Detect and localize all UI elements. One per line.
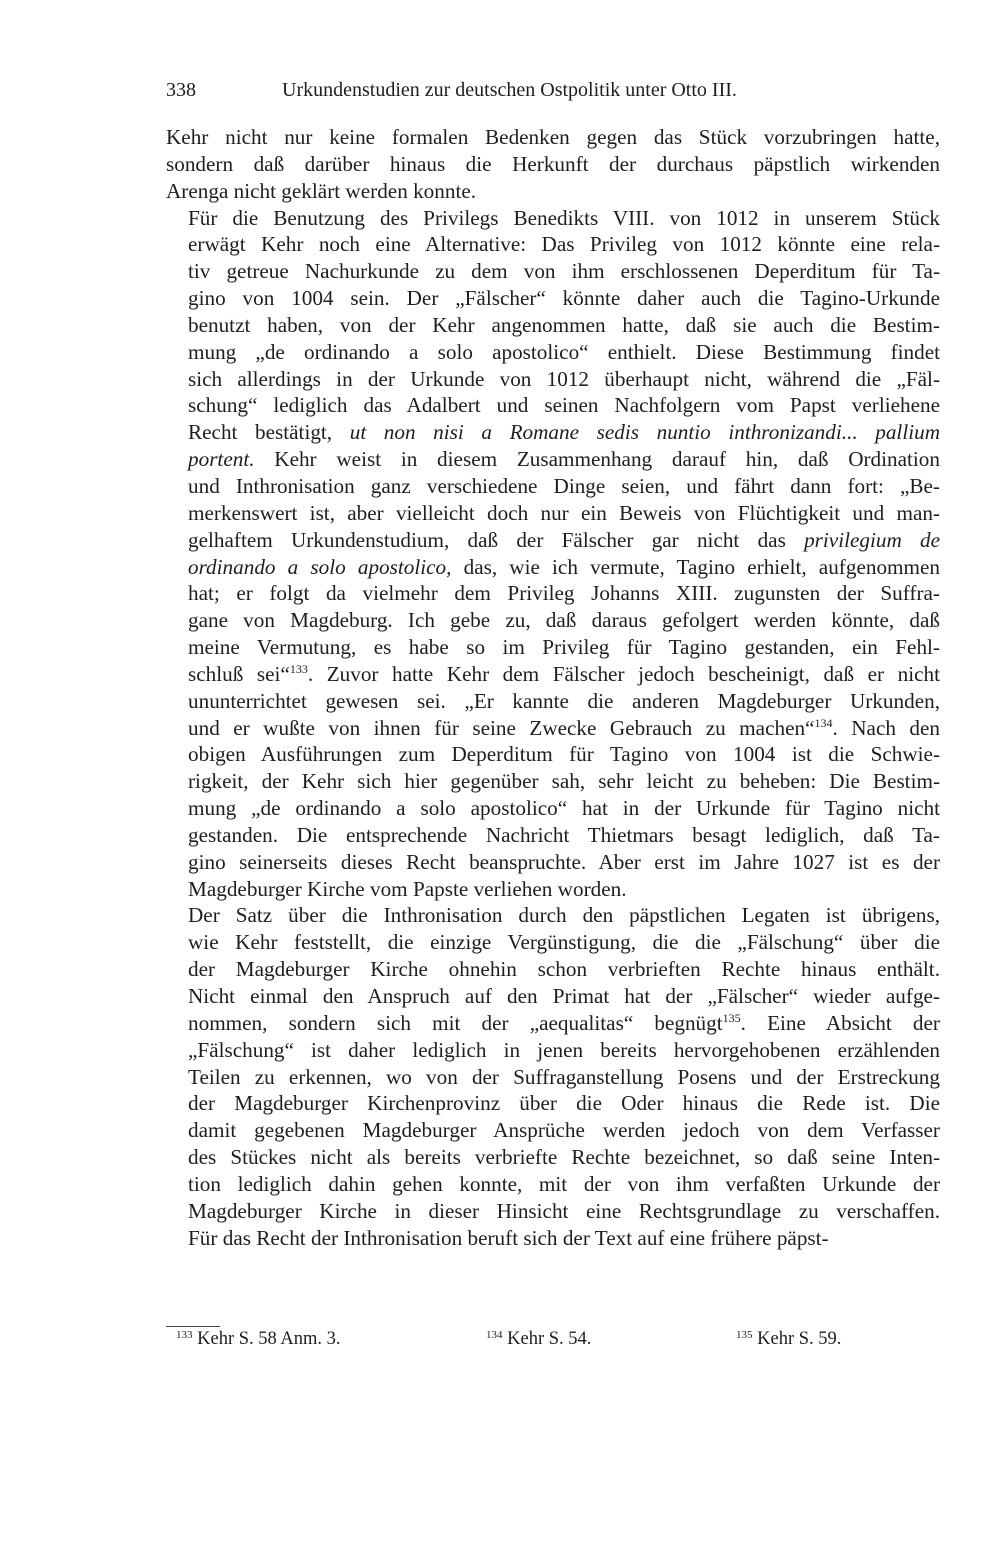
footnote-text: Kehr S. 58 Anm. 3. [197, 1329, 341, 1349]
text-line: der Magdeburger Kirchenprovinz über die Oder hinaus die Rede ist. Die [188, 1091, 940, 1116]
body-text [166, 124, 940, 1251]
text-line: nommen, sondern sich mit der „aequalitas“ begnügt$^{135}$. Eine Absicht der [188, 1010, 940, 1035]
text-line: mung „de ordinando a solo apostolico“ hat in der Urkunde für Tagino nicht [188, 796, 940, 821]
footnote-reference[interactable]: 134 [814, 715, 833, 730]
footnote-134 [486, 1326, 591, 1352]
text-line: rigkeit, der Kehr sich hier gegenüber sah, sehr leicht zu beheben: Die Bestim- [188, 769, 940, 794]
text-line: Teilen zu erkennen, wo von der Suffraganstellung Posens und der Erstreckung [188, 1064, 940, 1089]
text-line: sich allerdings in der Urkunde von 1012 überhaupt nicht, während die „Fäl- [188, 366, 940, 391]
footnote-reference[interactable]: 133 [289, 661, 308, 676]
paragraph [166, 205, 940, 903]
footnote-135 [736, 1326, 841, 1352]
text-line: merkenswert ist, aber vielleicht doch nur ein Beweis von Flüchtigkeit und man- [188, 500, 940, 525]
text-line: Magdeburger Kirche vom Papste verliehen worden. [188, 876, 627, 901]
text-line: obigen Ausführungen zum Deperditum für Tagino von 1004 ist die Schwie- [188, 742, 940, 767]
text-line: „Fälschung“ ist daher lediglich in jenen bereits hervorgehobenen erzählenden [188, 1037, 940, 1062]
text-line: mung „de ordinando a solo apostolico“ enthielt. Diese Bestimmung findet [188, 339, 940, 364]
running-title: Urkundenstudien zur deutschen Ostpolitik unter Otto III. [282, 79, 737, 101]
paragraph [166, 124, 940, 205]
text-line: schluß sei“$^{133}$. Zuvor hatte Kehr dem Fälscher jedoch bescheinigt, daß er nicht [188, 661, 940, 686]
text-line: sondern daß darüber hinaus die Herkunft der durchaus päpstlich wirkenden [166, 151, 940, 176]
footnote-number: 133 [176, 1329, 193, 1341]
text-line: tiv getreue Nachurkunde zu dem von ihm erschlossenen Deperditum für Ta- [188, 259, 940, 284]
footnote-text: Kehr S. 54. [507, 1329, 592, 1349]
text-line: wie Kehr feststellt, die einzige Vergünstigung, die die „Fälschung“ über die [188, 930, 940, 955]
footnotes [176, 1326, 896, 1352]
text-line: Arenga nicht geklärt werden konnte. [166, 178, 477, 203]
text-line: tion lediglich dahin gehen konnte, mit der von ihm verfaßten Urkunde der [188, 1171, 940, 1196]
text-line: Der Satz über die Inthronisation durch den päpstlichen Legaten ist übrigens, [188, 903, 940, 928]
text-line: schung“ lediglich das Adalbert und seinen Nachfolgern vom Papst verliehene [188, 393, 940, 418]
text-line: ununterrichtet gewesen sei. „Er kannte die anderen Magdeburger Urkunden, [188, 688, 940, 713]
text-line: gino von 1004 sein. Der „Fälscher“ könnte daher auch die Tagino-Urkunde [188, 286, 940, 311]
footnote-reference[interactable]: 135 [722, 1010, 741, 1025]
text-line: Kehr nicht nur keine formalen Bedenken gegen das Stück vorzubringen hatte, [166, 125, 940, 149]
running-header [166, 76, 940, 104]
text-line: Recht bestätigt, ut non nisi a Romane sedis nuntio inthronizandi... pallium [188, 420, 940, 445]
footnote-number: 134 [486, 1329, 503, 1341]
page-number: 338 [166, 79, 196, 101]
text-line: Nicht einmal den Anspruch auf den Primat hat der „Fälscher“ wieder aufge- [188, 984, 940, 1008]
footnote-133 [176, 1326, 341, 1352]
footnote-number: 135 [736, 1329, 753, 1341]
text-line: gane von Magdeburg. Ich gebe zu, daß daraus gefolgert werden könnte, daß [188, 608, 940, 633]
latin-quote: ordinando a solo apostolico, [188, 554, 452, 579]
text-line: gelhaftem Urkundenstudium, daß der Fälscher gar nicht das privilegium de [188, 527, 940, 552]
latin-quote: ut non nisi a Romane sedis nuntio inthronizandi... pallium [349, 420, 940, 445]
text-line: Für das Recht der Inthronisation beruft sich der Text auf eine frühere päpst- [188, 1225, 829, 1250]
text-line: meine Vermutung, es habe so im Privileg für Tagino gestanden, ein Fehl- [188, 635, 940, 660]
text-line: gestanden. Die entsprechende Nachricht Thietmars besagt lediglich, daß Ta- [188, 822, 940, 847]
latin-quote: portent. [188, 447, 255, 472]
text-line: Magdeburger Kirche in dieser Hinsicht eine Rechtsgrundlage zu verschaffen. [188, 1198, 940, 1223]
text-line: portent. Kehr weist in diesem Zusammenhang darauf hin, daß Ordination [188, 447, 940, 472]
paragraph [166, 902, 940, 1251]
text-line: der Magdeburger Kirche ohnehin schon verbrieften Rechte hinaus enthält. [188, 957, 940, 982]
text-line: und er wußte von ihnen für seine Zwecke Gebrauch zu machen“$^{134}$. Nach den [188, 715, 940, 740]
text-line: erwägt Kehr noch eine Alternative: Das Privileg von 1012 könnte eine rela- [188, 232, 940, 257]
latin-quote: privilegium de [804, 527, 940, 552]
text-line: hat; er folgt da vielmehr dem Privileg Johanns XIII. zugunsten der Suffra- [188, 581, 940, 606]
text-line: ordinando a solo apostolico, das, wie ich vermute, Tagino erhielt, aufgenommen [188, 554, 940, 579]
text-line: benutzt haben, von der Kehr angenommen hatte, daß sie auch die Bestim- [188, 312, 940, 337]
text-line: Für die Benutzung des Privilegs Benedikts VIII. von 1012 in unserem Stück [188, 205, 940, 230]
text-line: und Inthronisation ganz verschiedene Dinge seien, und fährt dann fort: „Be- [188, 473, 940, 498]
text-line: damit gegebenen Magdeburger Ansprüche werden jedoch von dem Verfasser [188, 1118, 940, 1143]
footnote-text: Kehr S. 59. [757, 1329, 842, 1349]
text-line: gino seinerseits dieses Recht beanspruchte. Aber erst im Jahre 1027 ist es der [188, 849, 940, 874]
text-line: des Stückes nicht als bereits verbriefte Rechte bezeichnet, so daß seine Inten- [188, 1145, 940, 1170]
